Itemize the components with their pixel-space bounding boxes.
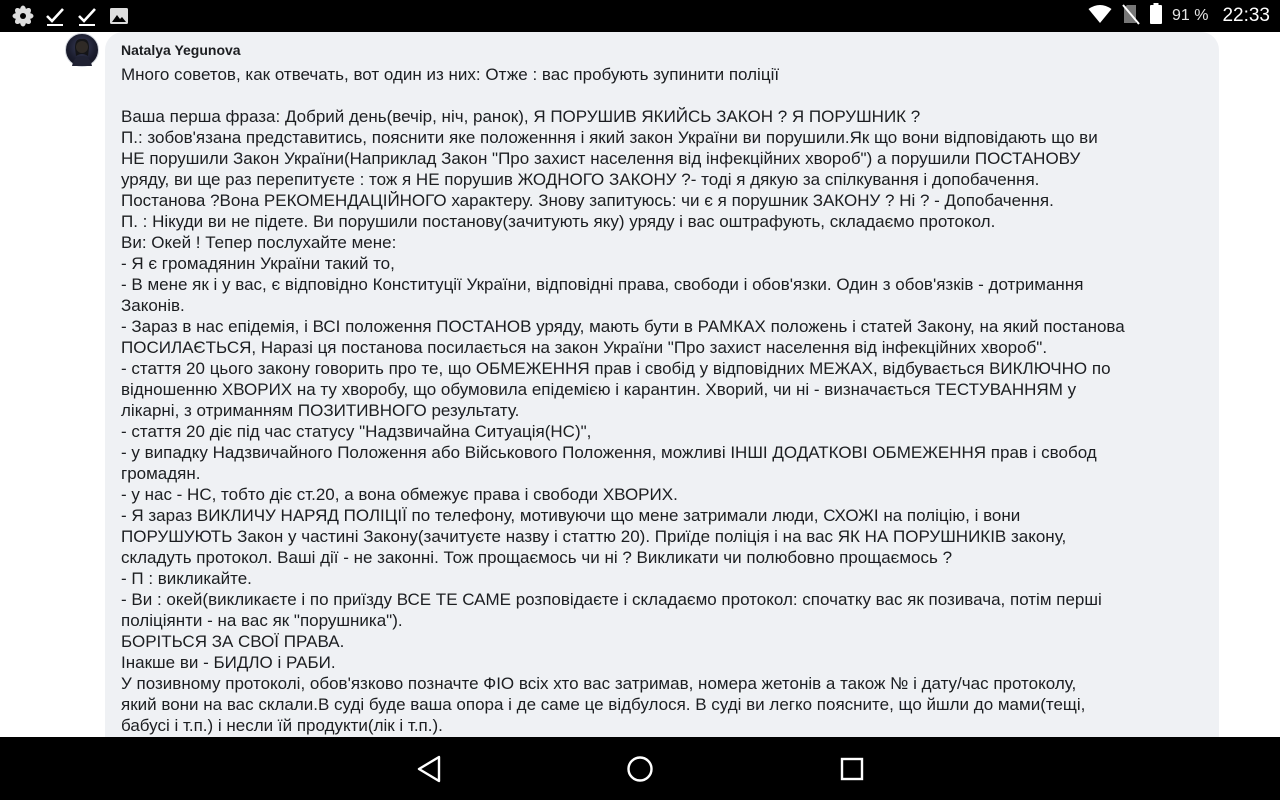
comment-line: - В мене як і у вас, є відповідно Конституції України, відповідні права, свободи і обов'язки. Один з обов'язків - дотримання bbox=[121, 275, 1084, 294]
comment-line: - Ви : окей(викликаєте і по приїзду ВСЕ ТЕ САМЕ розповідаєте і складаємо протокол: спочатку вас як позивача, потім перші bbox=[121, 590, 1102, 609]
comment-line: бабусі і т.п.) і несли їй продукти(лік і т.п.). bbox=[121, 716, 443, 735]
comment-line: БОРІТЬСЯ ЗА СВОЇ ПРАВА. bbox=[121, 632, 345, 651]
comment-line: громадян. bbox=[121, 464, 201, 483]
check-icon bbox=[44, 5, 66, 27]
flower-app-icon bbox=[12, 5, 34, 27]
comment-line: - Я є громадянин України такий то, bbox=[121, 254, 395, 273]
comment-text bbox=[121, 64, 1211, 736]
comment-line: - у нас - НС, тобто діє ст.20, а вона обмежує права і свободи ХВОРИХ. bbox=[121, 485, 678, 504]
comment-line: - П : викликайте. bbox=[121, 569, 252, 588]
comment-line: Постанова ?Вона РЕКОМЕНДАЦІЙНОГО характеру. Знову запитуюсь: чи є я порушник ЗАКОНУ ? Ні ? - Допобачення. bbox=[121, 191, 1054, 210]
no-sim-icon bbox=[1122, 3, 1140, 30]
comment-line: ПОСИЛАЄТЬСЯ, Наразі ця постанова посилається на закон України "Про захист населення від інфекційних хвороб". bbox=[121, 338, 1048, 357]
image-icon bbox=[108, 5, 130, 27]
comment-line: - стаття 20 діє під час статусу "Надзвичайна Ситуація(НС)", bbox=[121, 422, 592, 441]
comment-line: - Зараз в нас епідемія, і ВСІ положення ПОСТАНОВ уряду, мають бути в РАМКАХ положень і статей Закону, на який постанова bbox=[121, 317, 1125, 336]
comment-line: - стаття 20 цього закону говорить про те, що ОБМЕЖЕННЯ прав і свобід у відповідних МЕЖАХ, відбувається ВИКЛЮЧНО по bbox=[121, 359, 1111, 378]
comment-line: лікарні, з отриманням ПОЗИТИВНОГО результату. bbox=[121, 401, 520, 420]
comment-line: відношенню ХВОРИХ на ту хворобу, що обумовила епідемією і карантин. Хворий, чи ні - визначається ТЕСТУВАННЯМ у bbox=[121, 380, 1077, 399]
comment-line: П. : Нікуди ви не підете. Ви порушили постанову(зачитують яку) уряду і вас оштрафують, складаємо протокол. bbox=[121, 212, 996, 231]
comment-line: - у випадку Надзвичайного Положення або Військового Положення, можливі ІНШІ ДОДАТКОВІ ОБМЕЖЕННЯ прав і свобод bbox=[121, 443, 1097, 462]
check-icon bbox=[76, 5, 98, 27]
status-bar bbox=[0, 0, 1280, 32]
comment-line: П.: зобов'язана представитись, пояснити яке положенння і який закон України ви порушили.Як що вони відповідають що ви bbox=[121, 128, 1098, 147]
comment-line: Ваша перша фраза: Добрий день(вечір, ніч, ранок), Я ПОРУШИВ ЯКИЙСЬ ЗАКОН ? Я ПОРУШНИК ? bbox=[121, 107, 921, 126]
wifi-icon bbox=[1088, 4, 1112, 29]
comment-line: ПОРУШУЮТЬ Закон у частині Закону(зачитуєте назву і статтю 20). Приїде поліція і на вас ЯК НА ПОРУШНИКІВ закону, bbox=[121, 527, 1067, 546]
battery-percent: 91 % bbox=[1171, 7, 1209, 24]
comment-line: уряду, ви ще раз перепитуєте : тож я НЕ порушив ЖОДНОГО ЗАКОНУ ?- тоді я дякую за спілкування і допобачення. bbox=[121, 170, 1040, 189]
battery-icon bbox=[1150, 3, 1162, 30]
avatar[interactable] bbox=[65, 33, 99, 67]
recents-icon[interactable] bbox=[832, 749, 872, 789]
comment-line: НЕ порушили Закон України(Наприклад Закон "Про захист населення від інфекційних хвороб") а порушили ПОСТАНОВУ bbox=[121, 149, 1081, 168]
comment-line: який вони на вас склали.В суді буде ваша опора і де саме це відбулося. В суді ви легко поясните, що йшли до мами(тещі, bbox=[121, 695, 1086, 714]
back-icon[interactable] bbox=[409, 749, 449, 789]
comment-line bbox=[121, 85, 1211, 106]
comment-thread bbox=[0, 32, 1280, 737]
comment-line: поліціянти - на вас як "порушника"). bbox=[121, 611, 403, 630]
home-icon[interactable] bbox=[620, 749, 660, 789]
comment-bubble bbox=[105, 32, 1219, 737]
comment-line: Законів. bbox=[121, 296, 185, 315]
notification-icons bbox=[12, 5, 130, 27]
comment-line: Много советов, как отвечать, вот один из них: Отже : вас пробують зупинити поліції bbox=[121, 65, 780, 84]
comment-line: - Я зараз ВИКЛИЧУ НАРЯД ПОЛІЦІЇ по телефону, мотивуючи що мене затримали люди, СХОЖІ на поліцію, і вони bbox=[121, 506, 1021, 525]
navigation-bar bbox=[0, 737, 1280, 800]
comment-author[interactable]: Natalya Yegunova bbox=[121, 42, 241, 58]
comment-line: складуть протокол. Ваші дії - не законні. Тож прощаємось чи ні ? Викликати чи полюбовно прощаємось ? bbox=[121, 548, 953, 567]
comment-line: Ви: Окей ! Тепер послухайте мене: bbox=[121, 233, 397, 252]
clock: 22:33 bbox=[1222, 5, 1270, 26]
comment-line: У позивному протоколі, обов'язково позначте ФІО всіх хто вас затримав, номера жетонів а також № і дату/час протоколу, bbox=[121, 674, 1077, 693]
comment-line: Інакше ви - БИДЛО і РАБИ. bbox=[121, 653, 336, 672]
